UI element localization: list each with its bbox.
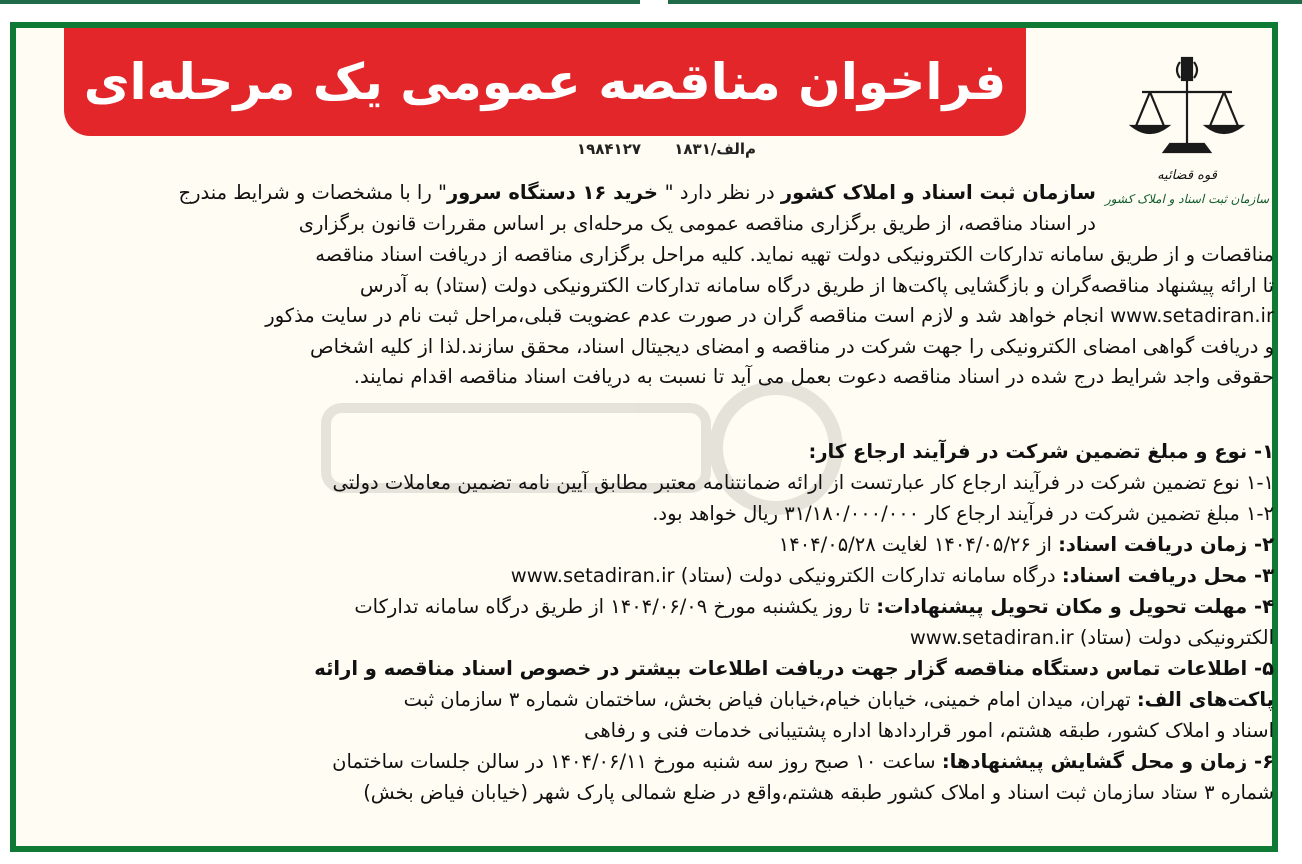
section-5-label-2: پاکت‌های الف:: [1136, 688, 1274, 711]
registry-org-caption: سازمان ثبت اسناد و املاک کشور: [1104, 192, 1270, 206]
section-5: [68, 684, 1274, 715]
reference-number: ۱۹۸۴۱۲۷: [576, 140, 642, 158]
section-5-value: تهران، میدان امام خمینی، خیابان خیام،خیابان فیاض بخش، ساختمان شماره ۳ سازمان ثبت: [403, 688, 1137, 711]
section-3-label: ۳- محل دریافت اسناد:: [1061, 564, 1274, 587]
intro-paragraph-top: [178, 178, 1096, 239]
intro-line-1: [178, 178, 1096, 209]
intro-text: در نظر دارد ": [664, 181, 781, 204]
judiciary-logo: [1102, 48, 1272, 248]
section-3: [68, 560, 1274, 591]
section-4: [68, 591, 1274, 622]
section-4-continued: الکترونیکی دولت (ستاد) www.setadiran.ir: [909, 626, 1274, 649]
section-1-heading: ۱- نوع و مبلغ تضمین شرکت در فرآیند ارجاع کار:: [808, 440, 1274, 463]
intro-paragraph-body: [68, 240, 1274, 393]
reference-code: م‌الف/۱۸۳۱: [674, 140, 756, 158]
title-banner: [64, 28, 1026, 136]
section-1-2: ۱-۲ مبلغ تضمین شرکت در فرآیند ارجاع کار ۳۱/۱۸۰/۰۰۰/۰۰۰ ریال خواهد بود.: [652, 502, 1274, 525]
top-rule-right: [668, 0, 1302, 4]
tender-sections: [68, 436, 1274, 808]
section-4-value: تا روز یکشنبه مورخ ۱۴۰۴/۰۶/۰۹ از طریق درگاه سامانه تدارکات: [354, 595, 877, 618]
section-2: [68, 529, 1274, 560]
section-2-label: ۲- زمان دریافت اسناد:: [1058, 533, 1274, 556]
section-6-label: ۶- زمان و محل گشایش پیشنهادها:: [941, 750, 1274, 773]
section-6-continued: شماره ۳ ستاد سازمان ثبت اسناد و املاک کشور طبقه هشتم،واقع در ضلع شمالی پارک شهر (خیابان فیاض بخش): [363, 781, 1274, 804]
reference-line: [456, 140, 756, 158]
intro-text: " را با مشخصات و شرایط مندرج: [178, 181, 447, 204]
intro-line-7: حقوقی واجد شرایط درج شده در اسناد مناقصه دعوت بعمل می آید تا نسبت به دریافت اسناد مناقصه اقدام نمایند.: [353, 365, 1274, 388]
section-3-value: درگاه سامانه تدارکات الکترونیکی دولت (ستاد) www.setadiran.ir: [510, 564, 1062, 587]
section-4-label: ۴- مهلت تحویل و مکان تحویل پیشنهادات:: [876, 595, 1274, 618]
intro-line-2: در اسناد مناقصه، از طریق برگزاری مناقصه عمومی یک مرحله‌ای بر اساس مقررات قانون برگزاری: [298, 211, 1096, 235]
scales-emblem-icon: [1102, 48, 1272, 166]
section-6: [68, 746, 1274, 777]
intro-line-6: و دریافت گواهی امضای الکترونیکی را جهت شرکت در مناقصه و امضای دیجیتال اسناد، محقق سازند.لذا از کلیه اشخاص: [310, 334, 1274, 358]
intro-line-5: www.setadiran.ir انجام خواهد شد و لازم است مناقصه گران در صورت عدم عضویت قبلی،مراحل ثبت نام در سایت مذکور: [265, 304, 1274, 327]
organization-name: سازمان ثبت اسناد و املاک کشور: [780, 181, 1096, 204]
section-6-value: ساعت ۱۰ صبح روز سه شنبه مورخ ۱۴۰۴/۰۶/۱۱ در سالن جلسات ساختمان: [332, 750, 942, 773]
judiciary-caption: قوه قضائیه: [1157, 168, 1217, 183]
section-1-1: ۱-۱ نوع تضمین شرکت در فرآیند ارجاع کار عبارتست از ارائه ضمانتنامه معتبر مطابق آیین نامه تضمین معاملات دولتی: [332, 471, 1274, 494]
notice-frame: [10, 22, 1278, 852]
notice-title: فراخوان مناقصه عمومی یک مرحله‌ای: [83, 53, 1007, 111]
section-2-value: از ۱۴۰۴/۰۵/۲۶ لغایت ۱۴۰۴/۰۵/۲۸: [778, 533, 1059, 556]
tender-item: خرید ۱۶ دستگاه سرور: [446, 181, 665, 204]
top-rule-left: [0, 0, 640, 4]
intro-line-3: مناقصات و از طریق سامانه تدارکات الکترونیکی دولت تهیه نماید. کلیه مراحل برگزاری مناقصه از دریافت اسناد مناقصه: [315, 243, 1274, 266]
section-5-continued: اسناد و املاک کشور، طبقه هشتم، امور قراردادها اداره پشتیبانی خدمات فنی و رفاهی: [584, 719, 1274, 742]
intro-line-4: تا ارائه پیشنهاد مناقصه‌گران و بازگشایی پاکت‌ها از طریق درگاه سامانه تدارکات الکترونیکی دولت (ستاد) به آدرس: [359, 273, 1274, 297]
section-5-label: ۵- اطلاعات تماس دستگاه مناقصه گزار جهت دریافت اطلاعات بیشتر در خصوص اسناد مناقصه و ارائه: [314, 657, 1274, 680]
